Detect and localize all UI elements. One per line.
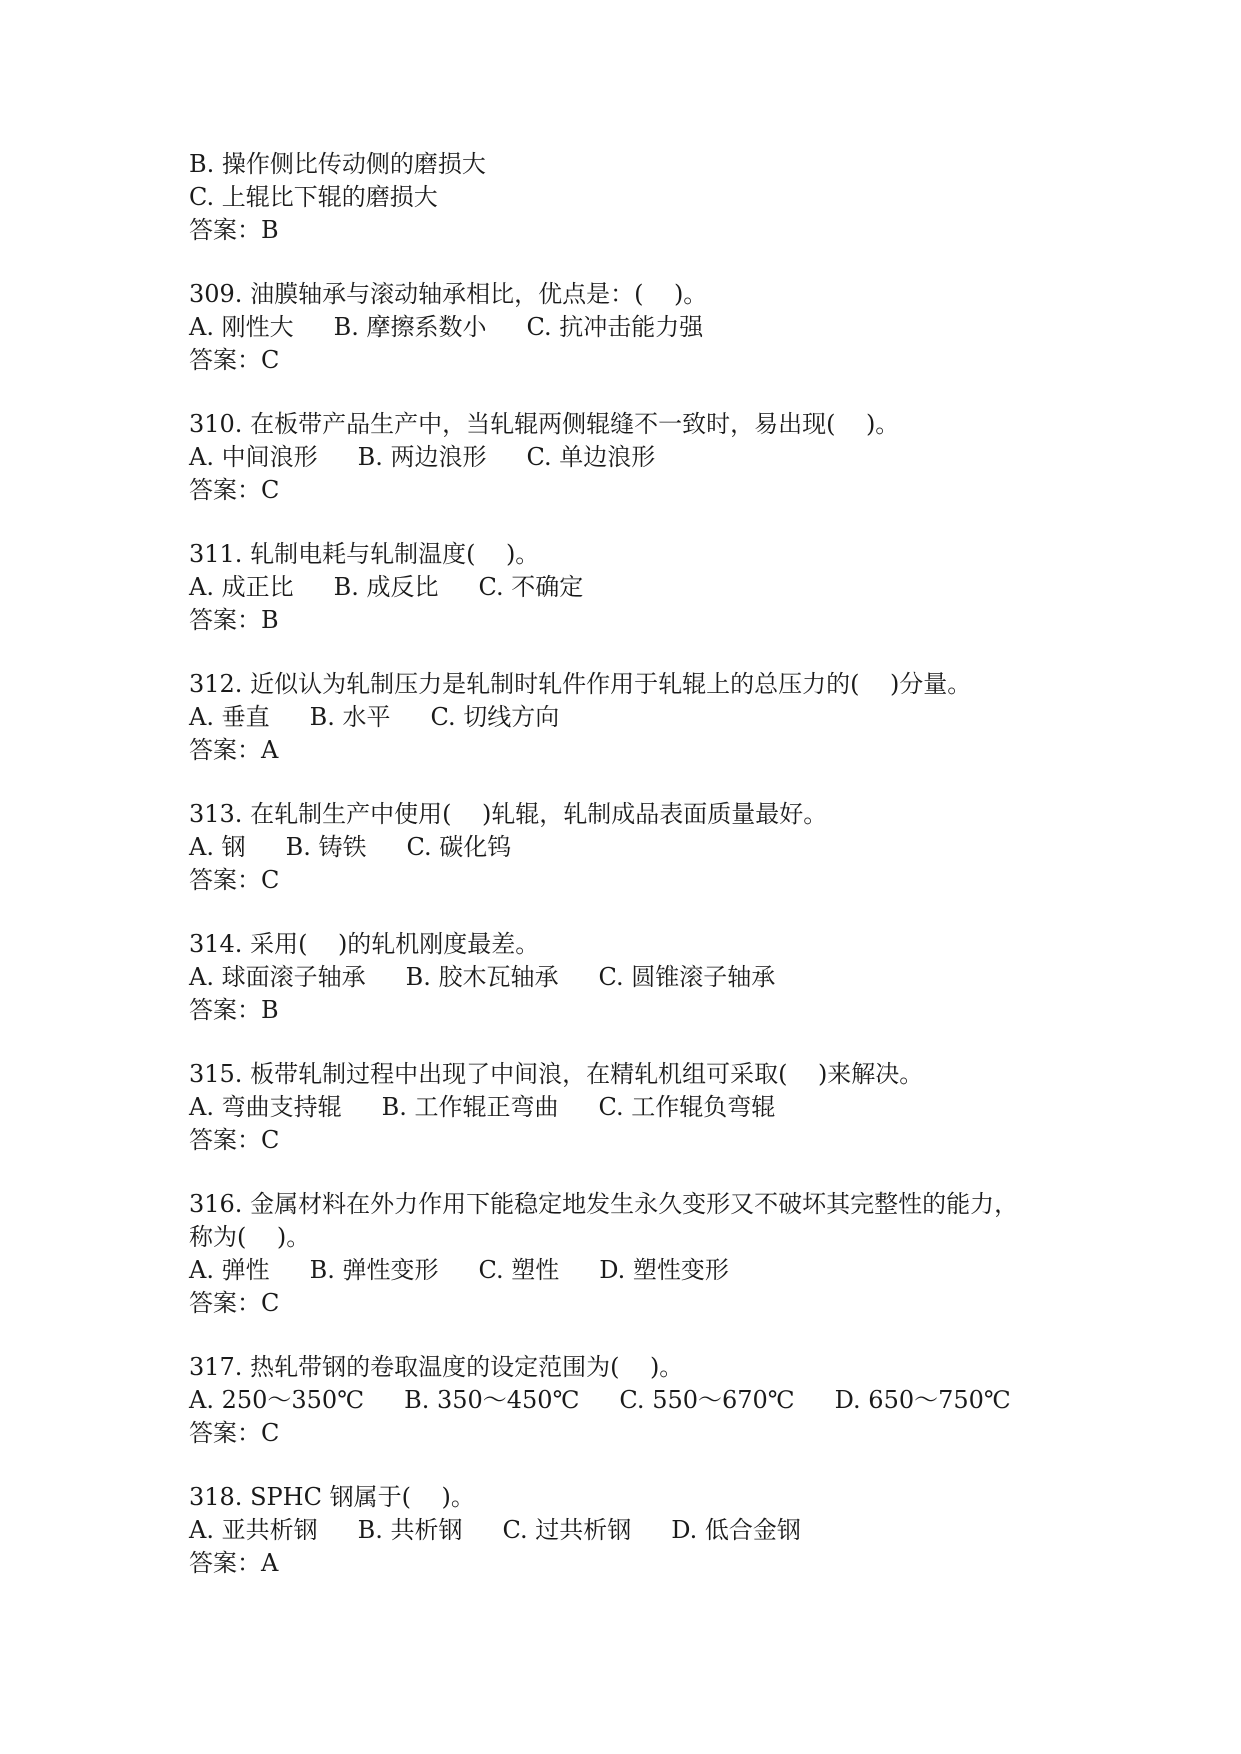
question-stem: 313. 在轧制生产中使用( )轧辊，轧制成品表面质量最好。 bbox=[189, 800, 828, 828]
option-item: D. 塑性变形 bbox=[599, 1256, 729, 1284]
option-item: A. 垂直 bbox=[189, 703, 270, 731]
answer-line: 答案：C bbox=[189, 346, 280, 374]
answer-line: 答案：A bbox=[189, 1549, 279, 1577]
options-row bbox=[189, 701, 1069, 734]
answer-line: 答案：B bbox=[189, 606, 279, 634]
question-block bbox=[189, 278, 1069, 377]
option-item: C. 切线方向 bbox=[430, 703, 560, 731]
option-item: A. 成正比 bbox=[189, 573, 294, 601]
answer-line: 答案：C bbox=[189, 1126, 280, 1154]
answer-line: 答案：B bbox=[189, 996, 279, 1024]
answer-line: 答案：C bbox=[189, 1419, 280, 1447]
option-item: C. 圆锥滚子轴承 bbox=[598, 963, 776, 991]
option-item: C. 碳化钨 bbox=[406, 833, 512, 861]
question-continuation bbox=[189, 148, 1069, 247]
question-block bbox=[189, 928, 1069, 1027]
question-stem: 315. 板带轧制过程中出现了中间浪，在精轧机组可采取( )来解决。 bbox=[189, 1060, 924, 1088]
options-row bbox=[189, 1254, 1069, 1287]
option-item: B. 弹性变形 bbox=[309, 1256, 439, 1284]
option-item: B. 共析钢 bbox=[357, 1516, 463, 1544]
question-stem: 311. 轧制电耗与轧制温度( )。 bbox=[189, 540, 540, 568]
question-stem: 317. 热轧带钢的卷取温度的设定范围为( )。 bbox=[189, 1353, 684, 1381]
question-block bbox=[189, 1481, 1069, 1580]
question-block bbox=[189, 668, 1069, 767]
question-list bbox=[189, 278, 1069, 1580]
question-block bbox=[189, 1188, 1069, 1320]
question-block bbox=[189, 1058, 1069, 1157]
question-stem: 309. 油膜轴承与滚动轴承相比，优点是：( )。 bbox=[189, 280, 708, 308]
question-stem: 318. SPHC 钢属于( )。 bbox=[189, 1483, 475, 1511]
question-stem: 312. 近似认为轧制压力是轧制时轧件作用于轧辊上的总压力的( )分量。 bbox=[189, 670, 972, 698]
answer-line: 答案：C bbox=[189, 866, 280, 894]
answer-line: 答案：B bbox=[189, 216, 279, 244]
option-item: D. 650～750℃ bbox=[834, 1386, 1011, 1414]
options-row bbox=[189, 961, 1069, 994]
options-row bbox=[189, 441, 1069, 474]
document-page bbox=[189, 148, 1069, 1580]
option-item: C. 塑性 bbox=[478, 1256, 560, 1284]
option-item: C. 550～670℃ bbox=[619, 1386, 795, 1414]
options-row bbox=[189, 831, 1069, 864]
question-block bbox=[189, 1351, 1069, 1450]
answer-line: 答案：C bbox=[189, 1289, 280, 1317]
question-block bbox=[189, 798, 1069, 897]
option-item: D. 低合金钢 bbox=[671, 1516, 801, 1544]
options-row bbox=[189, 1514, 1069, 1547]
options-row bbox=[189, 571, 1069, 604]
option-item: A. 弹性 bbox=[189, 1256, 270, 1284]
option-item: C. 过共析钢 bbox=[502, 1516, 632, 1544]
option-item: C. 单边浪形 bbox=[526, 443, 656, 471]
option-item: A. 弯曲支持辊 bbox=[189, 1093, 342, 1121]
answer-line: 答案：C bbox=[189, 476, 280, 504]
option-item: C. 不确定 bbox=[478, 573, 584, 601]
option-line: B. 操作侧比传动侧的磨损大 bbox=[189, 150, 486, 178]
question-stem: 314. 采用( )的轧机刚度最差。 bbox=[189, 930, 540, 958]
question-stem: 310. 在板带产品生产中，当轧辊两侧辊缝不一致时，易出现( )。 bbox=[189, 410, 900, 438]
option-item: C. 抗冲击能力强 bbox=[526, 313, 704, 341]
question-block bbox=[189, 408, 1069, 507]
option-item: B. 两边浪形 bbox=[357, 443, 487, 471]
option-item: A. 中间浪形 bbox=[189, 443, 318, 471]
option-item: A. 钢 bbox=[189, 833, 246, 861]
option-item: B. 胶木瓦轴承 bbox=[405, 963, 559, 991]
option-item: A. 球面滚子轴承 bbox=[189, 963, 366, 991]
option-item: B. 摩擦系数小 bbox=[333, 313, 487, 341]
question-stem: 316. 金属材料在外力作用下能稳定地发生永久变形又不破坏其完整性的能力， bbox=[189, 1190, 1019, 1218]
answer-line: 答案：A bbox=[189, 736, 279, 764]
option-item: B. 工作辊正弯曲 bbox=[381, 1093, 559, 1121]
options-row bbox=[189, 1384, 1069, 1417]
option-item: B. 水平 bbox=[309, 703, 391, 731]
option-line: C. 上辊比下辊的磨损大 bbox=[189, 183, 438, 211]
option-item: B. 成反比 bbox=[333, 573, 439, 601]
options-row bbox=[189, 1091, 1069, 1124]
question-stem: 称为( )。 bbox=[189, 1223, 311, 1251]
options-row bbox=[189, 311, 1069, 344]
option-item: A. 250～350℃ bbox=[189, 1386, 365, 1414]
option-item: A. 刚性大 bbox=[189, 313, 294, 341]
question-block bbox=[189, 538, 1069, 637]
option-item: B. 350～450℃ bbox=[404, 1386, 580, 1414]
option-item: B. 铸铁 bbox=[285, 833, 367, 861]
option-item: C. 工作辊负弯辊 bbox=[598, 1093, 776, 1121]
option-item: A. 亚共析钢 bbox=[189, 1516, 318, 1544]
